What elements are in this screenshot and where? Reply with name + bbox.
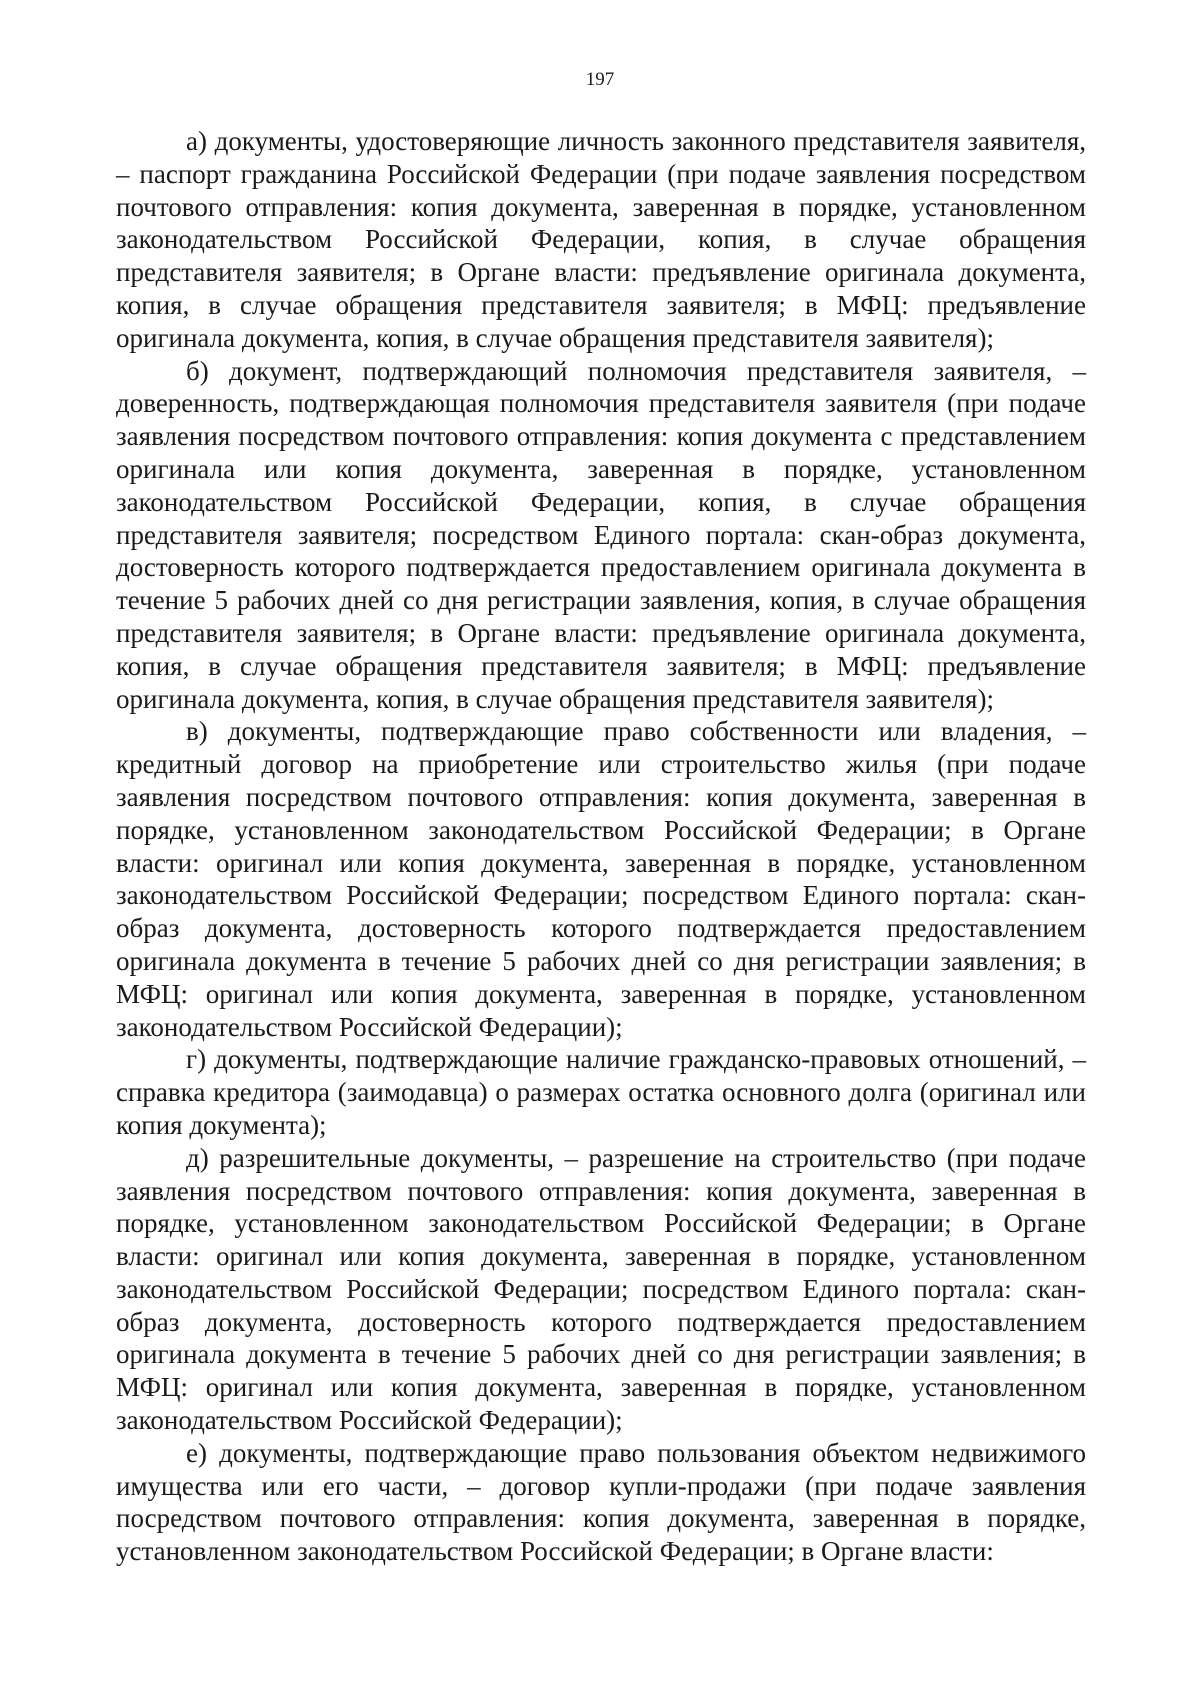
paragraph-g: г) документы, подтверждающие наличие гражданско-правовых отношений, – справка кредитора (заимодавца) о размерах остатка основного долга (оригинал или копия документа); bbox=[116, 1044, 1086, 1140]
paragraph-a: а) документы, удостоверяющие личность законного представителя заявителя, – паспорт гражданина Российской Федерации (при подаче заявления посредством почтового отправления: копия документа, заверенная в порядке, установленном законодательством Российской Федерации, копия, в случае обращения представителя заявителя; в Органе власти: предъявление оригинала документа, копия, в случае обращения представителя заявителя; в МФЦ: предъявление оригинала документа, копия, в случае обращения представителя заявителя); bbox=[116, 126, 1086, 353]
paragraph-b: б) документ, подтверждающий полномочия представителя заявителя, – доверенность, подтверждающая полномочия представителя заявителя (при подаче заявления посредством почтового отправления: копия документа с представлением оригинала или копия документа, заверенная в порядке, установленном законодательством Российской Федерации, копия, в случае обращения представителя заявителя; посредством Единого портала: скан-образ документа, достоверность которого подтверждается предоставлением оригинала документа в течение 5 рабочих дней со дня регистрации заявления, копия, в случае обращения представителя заявителя; в Органе власти: предъявление оригинала документа, копия, в случае обращения представителя заявителя; в МФЦ: предъявление оригинала документа, копия, в случае обращения представителя заявителя); bbox=[116, 355, 1086, 714]
document-body bbox=[116, 125, 1086, 1568]
paragraph-e: е) документы, подтверждающие право пользования объектом недвижимого имущества или его части, – договор купли-продажи (при подаче заявления посредством почтового отправления: копия документа, заверенная в порядке, установленном законодательством Российской Федерации; в Органе власти: bbox=[116, 1437, 1086, 1567]
paragraph-d: д) разрешительные документы, – разрешение на строительство (при подаче заявления посредством почтового отправления: копия документа, заверенная в порядке, установленном законодательством Российской Федерации; в Органе власти: оригинал или копия документа, заверенная в порядке, установленном законодательством Российской Федерации; посредством Единого портала: скан-образ документа, достоверность которого подтверждается предоставлением оригинала документа в течение 5 рабочих дней со дня регистрации заявления; в МФЦ: оригинал или копия документа, заверенная в порядке, установленном законодательством Российской Федерации); bbox=[116, 1142, 1086, 1436]
paragraph-v: в) документы, подтверждающие право собственности или владения, – кредитный договор на приобретение или строительство жилья (при подаче заявления посредством почтового отправления: копия документа, заверенная в порядке, установленном законодательством Российской Федерации; в Органе власти: оригинал или копия документа, заверенная в порядке, установленном законодательством Российской Федерации; посредством Единого портала: скан-образ документа, достоверность которого подтверждается предоставлением оригинала документа в течение 5 рабочих дней со дня регистрации заявления; в МФЦ: оригинал или копия документа, заверенная в порядке, установленном законодательством Российской Федерации); bbox=[116, 716, 1086, 1042]
page-number: 197 bbox=[585, 69, 615, 90]
